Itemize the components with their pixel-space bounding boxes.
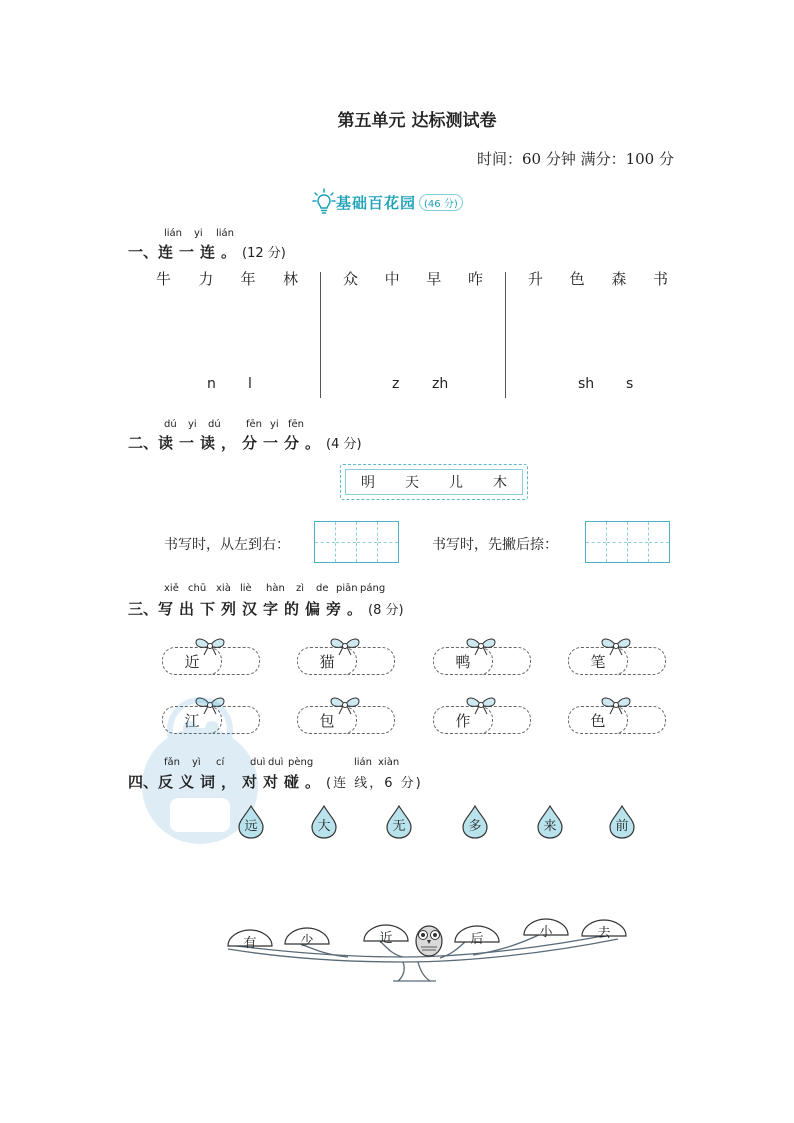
initial-label: z [392, 376, 400, 392]
radical-item [433, 647, 529, 675]
initial-label: n [207, 376, 216, 392]
section-banner [312, 188, 463, 216]
char-item: 年 [240, 270, 256, 288]
card-char: 天 [405, 475, 419, 491]
lightbulb-icon [312, 188, 336, 216]
leaf-item[interactable]: 少 [283, 926, 331, 948]
char-item: 森 [611, 270, 627, 288]
bow-icon [465, 635, 497, 657]
char-item: 众 [343, 270, 359, 288]
card-char: 木 [493, 475, 507, 491]
initial-label: l [248, 376, 252, 392]
card-char: 明 [361, 475, 375, 491]
radical-char: 包 [297, 706, 357, 734]
radical-item [568, 647, 664, 675]
drop-item[interactable]: 大 [309, 804, 339, 840]
leaf-item[interactable]: 后 [453, 924, 501, 946]
bow-icon [465, 694, 497, 716]
radical-char: 近 [162, 647, 222, 675]
tree-branch-icon [218, 915, 634, 985]
bow-icon [329, 694, 361, 716]
owl-icon [416, 926, 442, 956]
radical-char: 鸭 [433, 647, 493, 675]
answer-grid-left[interactable] [314, 521, 399, 563]
char-item: 中 [384, 270, 400, 288]
initial-label: sh [578, 376, 595, 392]
radical-char: 猫 [297, 647, 357, 675]
char-item: 林 [282, 270, 298, 288]
leaf-item[interactable]: 有 [226, 928, 274, 950]
time-info: 时间：60 分钟 满分：100 分 [476, 150, 674, 168]
card-char: 儿 [449, 475, 463, 491]
q4-title: 四、反义词，对对碰。(连 线，6 分) [128, 773, 423, 791]
q1-group-1-chars [156, 268, 298, 289]
section-title: 基础百花园 [336, 193, 417, 212]
radical-item [162, 647, 258, 675]
leaf-item[interactable]: 小 [522, 917, 570, 939]
drop-item[interactable]: 前 [607, 804, 637, 840]
drop-item[interactable]: 来 [535, 804, 565, 840]
q1-group-3-chars [528, 268, 668, 289]
bow-icon [600, 635, 632, 657]
label-left-to-right: 书写时，从左到右： [164, 537, 290, 553]
radical-char: 作 [433, 706, 493, 734]
radical-char: 色 [568, 706, 628, 734]
char-item: 咋 [467, 270, 483, 288]
q1-title: 一、连一连。(12 分) [128, 243, 286, 261]
initial-label: zh [432, 376, 449, 392]
section-points: (46 分) [419, 194, 463, 211]
divider [320, 272, 321, 398]
page-title: 第五单元 达标测试卷 [337, 111, 497, 131]
char-item: 书 [652, 270, 668, 288]
bow-icon [600, 694, 632, 716]
char-item: 早 [426, 270, 442, 288]
char-item: 色 [569, 270, 585, 288]
q3-title: 三、写出下列汉字的偏旁。(8 分) [128, 600, 404, 618]
bow-icon [329, 635, 361, 657]
label-pie-then-na: 书写时，先撇后捺： [432, 537, 558, 553]
radical-char: 笔 [568, 647, 628, 675]
drop-item[interactable]: 无 [384, 804, 414, 840]
char-item: 力 [198, 270, 214, 288]
answer-grid-right[interactable] [585, 521, 670, 563]
radical-char: 江 [162, 706, 222, 734]
drop-item[interactable]: 远 [236, 804, 266, 840]
radical-item [433, 706, 529, 734]
radical-item [297, 647, 393, 675]
radical-item [297, 706, 393, 734]
initial-label: s [626, 376, 634, 392]
radical-item [568, 706, 664, 734]
char-item: 升 [528, 270, 544, 288]
char-item: 牛 [156, 270, 172, 288]
divider [505, 272, 506, 398]
q2-title: 二、读一读，分一分。(4 分) [128, 434, 362, 452]
drop-item[interactable]: 多 [460, 804, 490, 840]
leaf-item[interactable]: 近 [362, 923, 410, 945]
bow-icon [194, 635, 226, 657]
character-card [340, 464, 528, 500]
leaf-item[interactable]: 去 [580, 918, 628, 940]
q1-group-2-chars [343, 268, 483, 289]
